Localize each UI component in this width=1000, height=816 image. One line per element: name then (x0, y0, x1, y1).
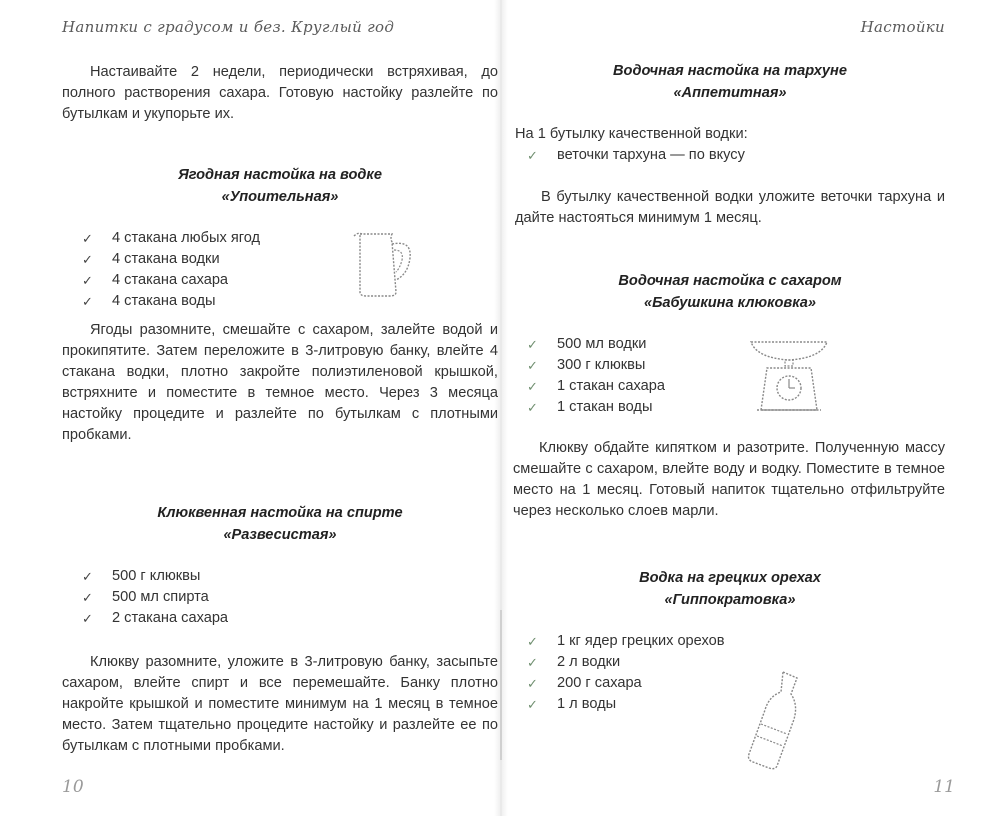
ingredient-item: ✓ веточки тархуна — по вкусу (527, 145, 745, 166)
recipe-title-line2: «Гиппократовка» (664, 592, 796, 608)
ingredient-item: ✓ 500 мл спирта (82, 587, 228, 608)
ingredient-item: ✓ 200 г сахара (527, 673, 724, 694)
recipe-title-line1: Водка на грецких орехах (639, 570, 821, 586)
checkmark-icon: ✓ (527, 655, 538, 670)
recipe-title-berry (62, 164, 498, 208)
checkmark-icon: ✓ (82, 590, 93, 605)
checkmark-icon: ✓ (82, 252, 93, 267)
checkmark-icon: ✓ (527, 358, 538, 373)
recipe-title-line1: Водочная настойка с сахаром (618, 273, 842, 289)
checkmark-icon: ✓ (527, 676, 538, 691)
ingredient-item: ✓ 1 кг ядер грецких орехов (527, 631, 724, 652)
page-number-right: 11 (933, 777, 955, 797)
recipe-title-line1: Водочная настойка на тархуне (613, 63, 847, 79)
checkmark-icon: ✓ (82, 294, 93, 309)
checkmark-icon: ✓ (527, 337, 538, 352)
ingredient-item: ✓ 4 стакана воды (82, 291, 260, 312)
instructions-berry: Ягоды разомните, смешайте с сахаром, залейте водой и прокипятите. Затем переложите в 3-литровую банку, влейте 4 стакана водки, плотно закройте полиэтиленовой крышкой, встряхните и поместите в темное место. Через 3 месяца настойку процедите и разлейте по бутылкам с плотными пробками. (62, 322, 498, 443)
ingredients-list-grandma (527, 334, 665, 418)
ingredient-item: ✓ 500 мл водки (527, 334, 665, 355)
checkmark-icon: ✓ (527, 634, 538, 649)
ingredient-item: ✓ 500 г клюквы (82, 566, 228, 587)
recipe-title-tarragon (510, 60, 950, 104)
recipe-title-line1: Клюквенная настойка на спирте (157, 505, 403, 521)
checkmark-icon: ✓ (527, 697, 538, 712)
checkmark-icon: ✓ (527, 148, 538, 163)
ingredient-item: ✓ 300 г клюквы (527, 355, 665, 376)
page-number-left: 10 (62, 777, 84, 797)
tarragon-intro: На 1 бутылку качественной водки: (515, 126, 748, 142)
recipe-title-line2: «Развесистая» (223, 527, 337, 543)
bottle-icon (743, 668, 807, 772)
right-page (505, 0, 1000, 816)
recipe-title-grandma (510, 270, 950, 314)
ingredient-item: ✓ 1 стакан сахара (527, 376, 665, 397)
ingredient-item: ✓ 2 л водки (527, 652, 724, 673)
checkmark-icon: ✓ (82, 611, 93, 626)
ingredients-list-tarragon (527, 145, 745, 166)
ingredient-item: ✓ 1 л воды (527, 694, 724, 715)
ingredient-item: ✓ 2 стакана сахара (82, 608, 228, 629)
intro-paragraph: Настаивайте 2 недели, периодически встряхивая, до полного растворения сахара. Готовую настойку разлейте по бутылкам и укупорьте их. (62, 64, 498, 122)
left-running-head: Напитки с градусом и без. Круглый год (62, 18, 395, 36)
gutter-shadow (500, 610, 502, 760)
checkmark-icon: ✓ (82, 569, 93, 584)
recipe-title-line2: «Бабушкина клюковка» (643, 295, 817, 311)
jug-icon (352, 230, 416, 300)
ingredients-list-walnut (527, 631, 724, 715)
ingredient-item: ✓ 1 стакан воды (527, 397, 665, 418)
instructions-tarragon: В бутылку качественной водки уложите веточки тархуна и дайте настояться минимум 1 месяц. (515, 189, 945, 226)
checkmark-icon: ✓ (82, 231, 93, 246)
recipe-title-line1: Ягодная настойка на водке (178, 167, 382, 183)
checkmark-icon: ✓ (82, 273, 93, 288)
right-running-head: Настойки (860, 18, 945, 36)
recipe-title-line2: «Аппетитная» (673, 85, 787, 101)
kitchen-scale-icon (747, 336, 831, 416)
ingredients-list-berry (82, 228, 260, 312)
checkmark-icon: ✓ (527, 379, 538, 394)
ingredient-item: ✓ 4 стакана любых ягод (82, 228, 260, 249)
ingredient-item: ✓ 4 стакана водки (82, 249, 260, 270)
recipe-title-walnut (510, 567, 950, 611)
checkmark-icon: ✓ (527, 400, 538, 415)
instructions-cranberry: Клюкву разомните, уложите в 3-литровую банку, засыпьте сахаром, влейте спирт и все перемешайте. Банку плотно накройте крышкой и поместите минимум на 1 месяц в темное место. Затем тщательно процедите настойку и разлейте ее по бутылкам с плотными пробками. (62, 654, 498, 754)
instructions-grandma: Клюкву обдайте кипятком и разотрите. Полученную массу смешайте с сахаром, влейте воду и водку. Поместите в темное место на 1 месяц. Готовый напиток тщательно отфильтруйте через несколько слоев марли. (513, 440, 945, 519)
ingredient-item: ✓ 4 стакана сахара (82, 270, 260, 291)
ingredients-list-cranberry (82, 566, 228, 629)
recipe-title-line2: «Упоительная» (221, 189, 339, 205)
recipe-title-cranberry (62, 502, 498, 546)
